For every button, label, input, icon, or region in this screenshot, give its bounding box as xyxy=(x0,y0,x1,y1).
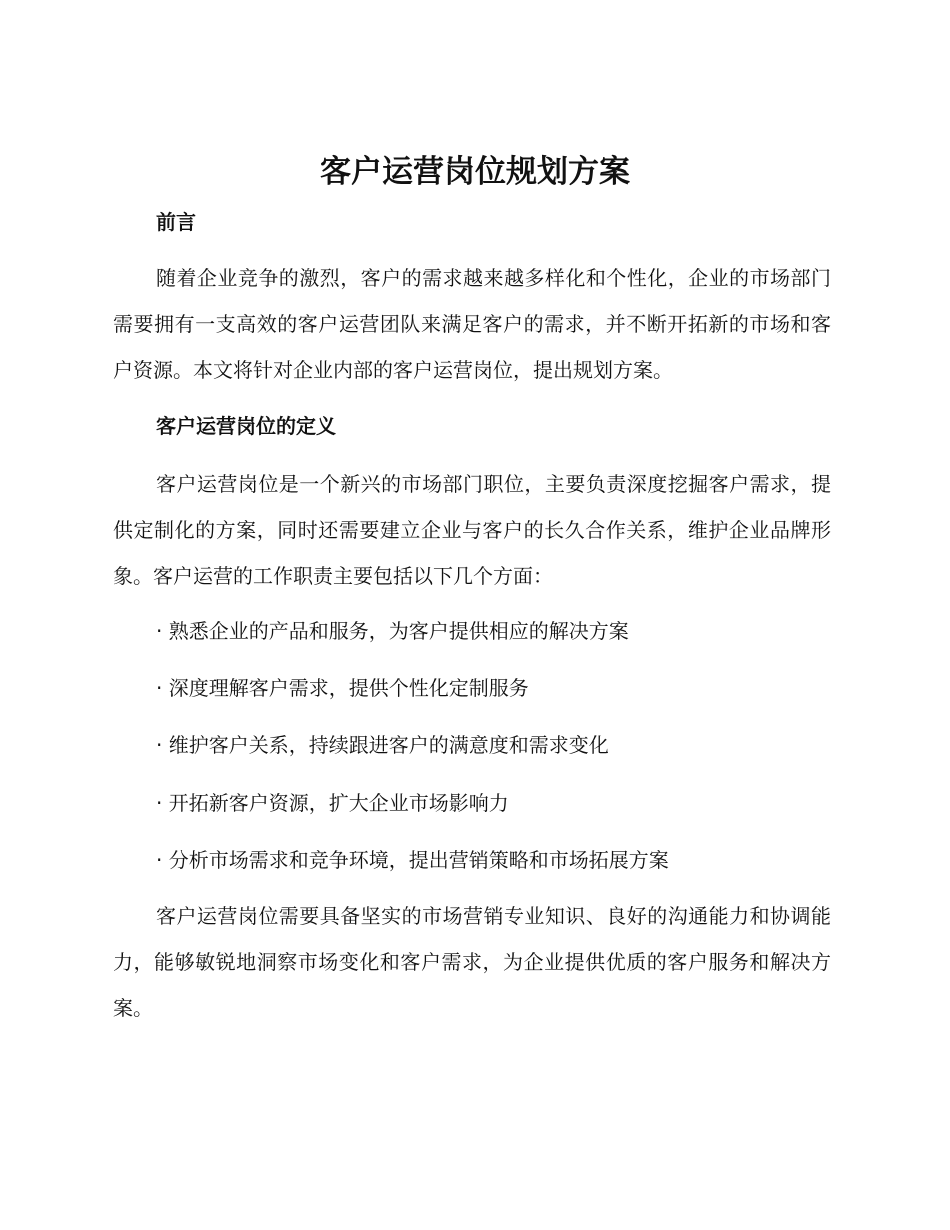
closing-paragraph: 客户运营岗位需要具备坚实的市场营销专业知识、良好的沟通能力和协调能力，能够敏锐地洞察市场变化和客户需求，为企业提供优质的客户服务和解决方案。 xyxy=(113,904,831,1020)
section-heading-definition: 客户运营岗位的定义 xyxy=(156,414,336,438)
list-item: · 分析市场需求和竞争环境，提出营销策略和市场拓展方案 xyxy=(156,848,669,872)
list-item: · 深度理解客户需求，提供个性化定制服务 xyxy=(156,676,529,700)
preface-paragraph: 随着企业竞争的激烈，客户的需求越来越多样化和个性化，企业的市场部门需要拥有一支高效的客户运营团队来满足客户的需求，并不断开拓新的市场和客户资源。本文将针对企业内部的客户运营岗位，提出规划方案。 xyxy=(113,266,831,382)
definition-paragraph: 客户运营岗位是一个新兴的市场部门职位，主要负责深度挖掘客户需求，提供定制化的方案，同时还需要建立企业与客户的长久合作关系，维护企业品牌形象。客户运营的工作职责主要包括以下几个方面： xyxy=(113,472,831,588)
list-item: · 维护客户关系，持续跟进客户的满意度和需求变化 xyxy=(156,733,609,757)
list-item: · 熟悉企业的产品和服务，为客户提供相应的解决方案 xyxy=(156,619,629,643)
document-title: 客户运营岗位规划方案 xyxy=(320,154,630,190)
section-heading-preface: 前言 xyxy=(156,210,196,234)
list-item: · 开拓新客户资源，扩大企业市场影响力 xyxy=(156,791,509,815)
